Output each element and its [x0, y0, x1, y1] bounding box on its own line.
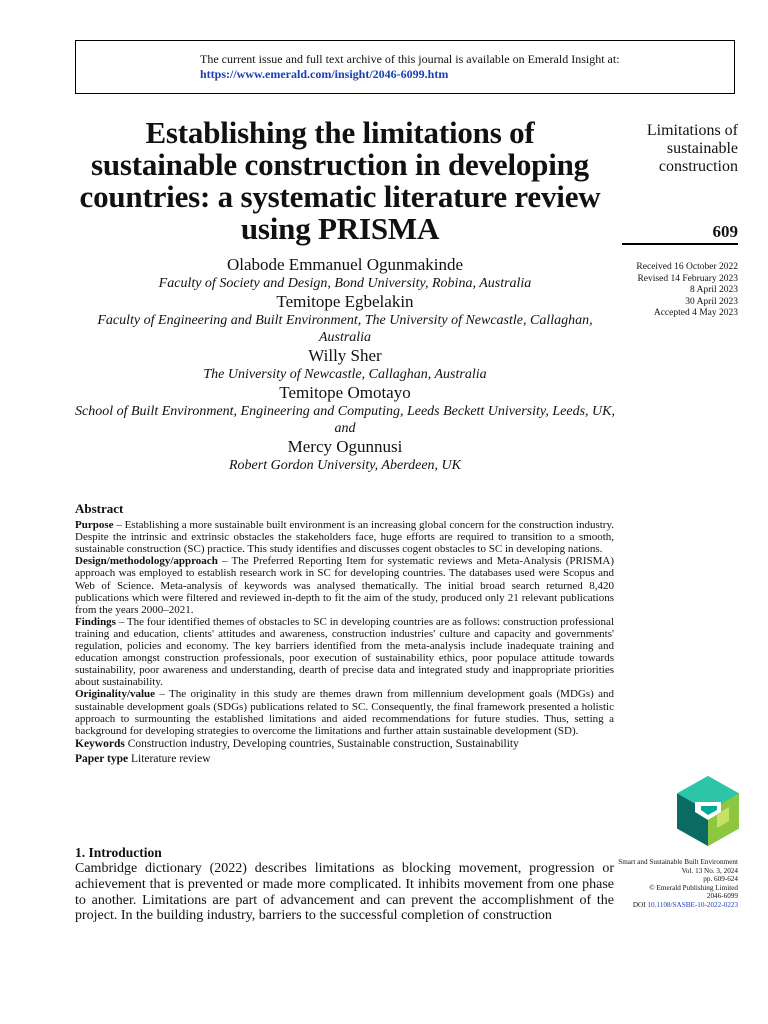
purpose-label: Purpose — [75, 519, 114, 532]
author-list — [70, 255, 620, 474]
doi-label: DOI — [632, 900, 648, 909]
doi-link[interactable]: 10.1108/SASBE-10-2022-0223 — [647, 900, 738, 909]
journal-issn: 2046-6099 — [706, 892, 738, 901]
author-affiliation: Faculty of Society and Design, Bond University, Robina, Australia — [158, 276, 532, 291]
author-name: Willy Sher — [308, 346, 382, 365]
paper-type-text: Literature review — [128, 752, 211, 765]
findings-label: Findings — [75, 615, 116, 628]
author-name: Temitope Egbelakin — [276, 292, 414, 311]
emerald-logo-icon — [677, 776, 739, 846]
date-revised: Revised 14 February 2023 — [637, 273, 738, 284]
article-title: Establishing the limitations of sustainable construction in developing countries: a systematic literature review using PRISMA — [79, 115, 601, 246]
abstract — [75, 503, 614, 767]
date-revised: 8 April 2023 — [689, 285, 738, 295]
originality-label: Originality/value — [75, 688, 156, 701]
sidebar-divider — [622, 243, 738, 245]
journal-publisher: © Emerald Publishing Limited — [649, 883, 738, 892]
journal-notice-box — [75, 40, 735, 94]
abstract-heading: Abstract — [75, 501, 124, 516]
author-affiliation: Faculty of Engineering and Built Environment, The University of Newcastle, Callaghan, Australia — [97, 313, 593, 345]
date-received: Received 16 October 2022 — [636, 262, 738, 272]
notice-text: The current issue and full text archive of this journal is available on Emerald Insight at: — [200, 52, 620, 66]
keywords — [75, 737, 614, 752]
author-name: Olabode Emmanuel Ogunmakinde — [226, 255, 464, 274]
journal-notice — [200, 52, 720, 82]
author-affiliation: Robert Gordon University, Aberdeen, UK — [228, 458, 461, 473]
introduction-heading: 1. Introduction — [75, 845, 162, 860]
author-name: Mercy Ogunnusi — [287, 437, 403, 456]
date-accepted: Accepted 4 May 2023 — [653, 308, 738, 318]
abstract-findings — [75, 616, 614, 689]
paper-type-label: Paper type — [75, 752, 129, 765]
purpose-text: – Establishing a more sustainable built environment is an increasing global concern for the construction industry. Despite the intrinsic and extrinsic obstacles the stakeholders face, huge efforts are required to transition to a smooth, sustainable construction (SC) practice. This study identifies and discusses cogent obstacles to SC in developing nations. — [75, 519, 614, 556]
page-number: 609 — [712, 222, 738, 241]
journal-doi — [610, 901, 738, 910]
introduction-section — [75, 845, 614, 924]
journal-volume: Vol. 13 No. 3, 2024 — [681, 866, 738, 875]
keywords-text: Construction industry, Developing countries, Sustainable construction, Sustainability — [124, 737, 519, 750]
originality-text: – The originality in this study are themes drawn from millennium development goals (MDGs) and sustainable development goals (SDGs) publications related to SC. Consequently, the final framework presented a holistic approach to surmounting the established limitations and aided recommendations for future studies. Thus, setting a background for developing strategies to overcome the limitations and further attain sustainable development (SD). — [75, 688, 614, 737]
date-revised: 30 April 2023 — [685, 296, 738, 307]
design-label: Design/methodology/approach — [75, 555, 218, 568]
journal-archive-link[interactable]: https://www.emerald.com/insight/2046-6099.htm — [200, 67, 449, 81]
author-affiliation: School of Built Environment, Engineering and Computing, Leeds Beckett University, Leeds, UK, and — [75, 404, 615, 436]
abstract-purpose — [75, 519, 614, 555]
introduction-text: Cambridge dictionary (2022) describes limitations as blocking movement, progression or achievement that is prevented or made more complicated. It inhibits movement from one phase to another. Limitations are part of advancement and can prevent the accomplishment of the project. In the building industry, barriers to the successful completion of construction — [75, 861, 614, 924]
design-text: – The Preferred Reporting Item for systematic reviews and Meta-Analysis (PRISMA) approach was employed to establish research work in SC for developing countries. The databases used were Scopus and Web of Science. Meta-analysis of keywords was analysed thematically. The initial broad search returned 8,420 publications which were filtered and reviewed in-depth to fit the aim of the study, produced only 21 relevant publications from the years 2000–2021. — [75, 555, 614, 616]
running-title: Limitations of sustainable construction — [646, 122, 738, 175]
findings-text: – The four identified themes of obstacles to SC in developing countries are as follows: construction professional training and education, clients' attitudes and awareness, construction industries' culture and capacity and governments' regulation, policies and economy. The key barriers identified from the meta-analysis include inadequate training and education amongst construction professionals, poor execution of sustainability ethics, poor populace attitude towards sustainability, poor awareness and understanding, dearth of precise data and integrated study and inappropriate priorities about sustainability. — [75, 615, 614, 689]
abstract-originality — [75, 688, 614, 736]
article-dates — [600, 262, 738, 320]
abstract-design — [75, 555, 614, 615]
author-name: Temitope Omotayo — [279, 383, 411, 402]
paper-type — [75, 752, 614, 767]
journal-name: Smart and Sustainable Built Environment — [618, 858, 738, 866]
author-affiliation: The University of Newcastle, Callaghan, Australia — [203, 367, 487, 382]
journal-pages: pp. 609-624 — [703, 875, 738, 884]
journal-info — [610, 858, 738, 910]
keywords-label: Keywords — [75, 737, 125, 750]
